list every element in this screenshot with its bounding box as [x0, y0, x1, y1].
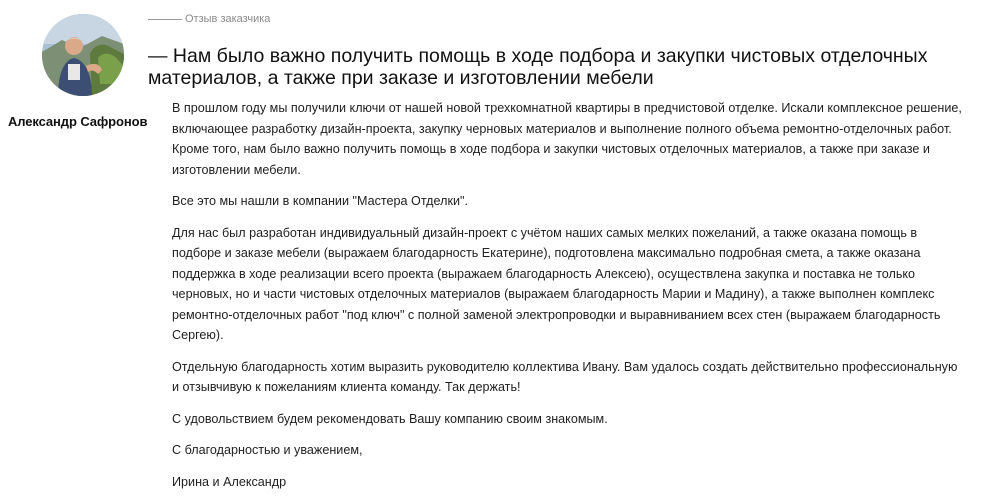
review-paragraph: Для нас был разработан индивидуальный дизайн-проект с учётом наших самых мелких пожеланий, а также оказана помощь в подборе и заказе мебели (выражаем благодарность Екатерине), подготовлена максимально подробная смета, а также оказана поддержка в ходе реализации всего проекта (выражаем благодарность Алексею), осуществлена закупка и поставка не только черновых, но и части чистовых отделочных материалов (выражаем благодарность Марии и Мадину), а также выполнен комплекс ремонтно-отделочных работ "под ключ" с полной заменой электропроводки и выравниванием всех стен (выражаем благодарность Сергею). — [172, 225, 941, 342]
review-tag — [148, 13, 270, 25]
review-headline: — Нам было важно получить помощь в ходе подбора и закупки чистовых отделочных материалов, а также при заказе и изготовлении мебели — [148, 45, 928, 89]
author-avatar — [42, 14, 124, 96]
review-paragraph: С благодарностью и уважением, — [172, 443, 363, 457]
review-paragraph: В прошлом году мы получили ключи от нашей новой трехкомнатной квартиры в предчистовой отделке. Искали комплексное решение, включающее разработку дизайн-проекта, закупку черновых материалов и выполнение полного объема ремонтно-отделочных работ. Кроме того, нам было важно получить помощь в ходе подбора и закупки чистовых отделочных материалов, а также при заказе и изготовлении мебели. — [172, 101, 962, 177]
author-photo — [42, 14, 124, 96]
review-body — [172, 98, 962, 503]
review-paragraph: Отдельную благодарность хотим выразить руководителю коллектива Ивану. Вам удалось создать действительно профессиональную и отзывчивую к пожеланиям клиента команду. Так держать! — [172, 359, 958, 394]
tag-label: Отзыв заказчика — [185, 13, 271, 25]
review-paragraph: Все это мы нашли в компании "Мастера Отделки". — [172, 194, 468, 208]
review-signature: Ирина и Александр — [172, 474, 287, 489]
review-paragraph: С удовольствием будем рекомендовать Вашу компанию своим знакомым. — [172, 411, 608, 426]
author-name: Александр Сафронов — [8, 114, 148, 129]
tag-divider — [148, 19, 182, 20]
